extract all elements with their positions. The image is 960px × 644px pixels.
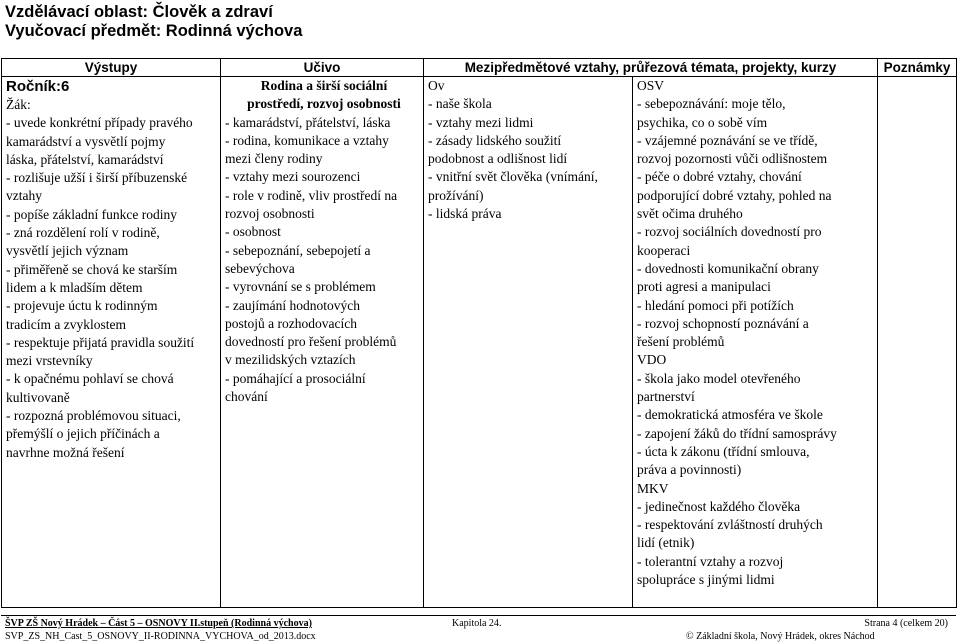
osv-line: práva a povinnosti) — [637, 462, 742, 478]
ov-line: - vztahy mezi lidmi — [428, 114, 534, 130]
ucivo-heading-2: prostředí, rozvoj osobnosti — [247, 96, 401, 112]
osv-line: - hledání pomoci při potížích — [637, 297, 794, 313]
vystupy-line: mezi vrstevníky — [6, 353, 93, 369]
vystupy-line: přemýšlí o jejich příčinách a — [6, 426, 160, 442]
ucivo-line: rozvoj osobnosti — [225, 206, 315, 222]
cell-vystupy — [2, 77, 221, 608]
vystupy-line: - zná rozdělení rolí v rodině, — [6, 225, 160, 241]
subject-title: Vyučovací předmět: Rodinná výchova — [5, 22, 303, 40]
ucivo-line: sebevýchova — [225, 260, 295, 276]
vystupy-line: - rozlišuje užší i širší příbuzenské — [6, 170, 188, 186]
ov-line: - vnitřní svět člověka (vnímání, — [428, 169, 598, 185]
subject-area-title: Vzdělávací oblast: Člověk a zdraví — [5, 3, 273, 21]
vystupy-line: tradicím a zvyklostem — [6, 316, 126, 332]
osv-line: - zapojení žáků do třídní samosprávy — [637, 425, 837, 441]
vystupy-line: láska, přátelství, kamarádství — [6, 151, 164, 167]
ucivo-line: - sebepoznání, sebepojetí a — [225, 242, 371, 258]
ucivo-list — [225, 114, 423, 407]
footer-chapter: Kapitola 24. — [452, 618, 502, 629]
osv-line: MKV — [637, 480, 669, 496]
vystupy-line: kamarádství a vysvětlí pojmy — [6, 133, 166, 149]
ov-line: prožívání) — [428, 187, 484, 203]
osv-line: OSV — [637, 78, 665, 93]
ucivo-heading-1: Rodina a širší sociální — [260, 78, 388, 93]
vystupy-line: kultivovaně — [6, 389, 70, 405]
vystupy-list — [6, 96, 220, 462]
osv-line: kooperaci — [637, 242, 691, 258]
cell-poznamky — [878, 77, 957, 608]
table-row — [2, 77, 957, 608]
ov-line: - naše škola — [428, 96, 492, 112]
ucivo-line: dovedností pro řešení problémů — [225, 334, 397, 350]
ov-line: - lidská práva — [428, 206, 502, 222]
osv-line: - rozvoj sociálních dovedností pro — [637, 224, 822, 240]
footer-copyright: © Základní škola, Nový Hrádek, okres Náchod — [686, 631, 875, 642]
header-mezipredmetove: Mezipředmětové vztahy, průřezová témata, projekty, kurzy — [424, 59, 878, 77]
ucivo-line: - osobnost — [225, 224, 281, 240]
osv-line: - sebepoznávání: moje tělo, — [637, 96, 786, 112]
vystupy-line: - k opačnému pohlaví se chová — [6, 371, 174, 387]
ucivo-line: postojů a rozhodovacích — [225, 315, 357, 331]
ov-line: - zásady lidského soužití — [428, 132, 562, 148]
cell-osv — [633, 77, 878, 608]
cell-ov — [424, 77, 633, 608]
ov-heading: Ov — [428, 78, 445, 93]
footer-page-number: Strana 4 (celkem 20) — [864, 618, 948, 629]
osv-line: VDO — [637, 352, 667, 368]
osv-line: - dovednosti komunikační obrany — [637, 260, 819, 276]
ucivo-line: - vztahy mezi sourozenci — [225, 169, 361, 185]
ucivo-line: - zaujímání hodnotových — [225, 297, 360, 313]
grade-label: Ročník:6 — [6, 78, 70, 95]
footer-document-title: ŠVP ZŠ Nový Hrádek – Část 5 – OSNOVY II.stupeň (Rodinná výchova) — [5, 618, 312, 629]
vystupy-line: - rozpozná problémovou situaci, — [6, 408, 181, 424]
footer-divider — [1, 615, 956, 616]
vystupy-line: navrhne možná řešení — [6, 444, 125, 460]
osv-line: proti agresi a manipulaci — [637, 279, 771, 295]
header-vystupy: Výstupy — [2, 59, 221, 77]
vystupy-line: vztahy — [6, 188, 42, 204]
osv-line: psychika, co o sobě vím — [637, 114, 768, 130]
vystupy-line: - popíše základní funkce rodiny — [6, 206, 177, 222]
ucivo-line: - role v rodině, vliv prostředí na — [225, 187, 398, 203]
vystupy-line: vysvětlí jejich význam — [6, 243, 129, 259]
osv-line: spolupráce s jinými lidmi — [637, 572, 775, 588]
osv-line: - škola jako model otevřeného — [637, 370, 801, 386]
header-ucivo: Učivo — [221, 59, 424, 77]
curriculum-table — [1, 58, 957, 608]
osv-line: - tolerantní vztahy a rozvoj — [637, 553, 784, 569]
ov-list — [428, 95, 632, 223]
vystupy-line: - respektuje přijatá pravidla soužití — [6, 334, 195, 350]
osv-line: - vzájemné poznávání se ve třídě, — [637, 132, 818, 148]
ucivo-line: chování — [225, 389, 268, 405]
osv-line: rozvoj pozornosti vůči odlišnostem — [637, 151, 828, 167]
ucivo-line: - rodina, komunikace a vztahy — [225, 132, 389, 148]
ucivo-line: - pomáhající a prosociální — [225, 370, 366, 386]
osv-line: - respektování zvláštností druhých — [637, 517, 823, 533]
table-header-row — [2, 59, 957, 77]
osv-list — [637, 77, 877, 589]
osv-line: podporující dobré vztahy, pohled na — [637, 187, 832, 203]
vystupy-line: - přiměřeně se chová ke starším — [6, 261, 178, 277]
ucivo-line: - kamarádství, přátelství, láska — [225, 114, 391, 130]
vystupy-line: lidem a k mladším dětem — [6, 279, 143, 295]
osv-line: - demokratická atmosféra ve škole — [637, 407, 823, 423]
osv-line: - péče o dobré vztahy, chování — [637, 169, 802, 185]
osv-line: svět očima druhého — [637, 206, 743, 222]
ucivo-line: v mezilidských vztazích — [225, 352, 356, 368]
vystupy-line: - uvede konkrétní případy pravého — [6, 115, 193, 131]
vystupy-line: - projevuje úctu k rodinným — [6, 298, 158, 314]
ucivo-line: mezi členy rodiny — [225, 151, 323, 167]
osv-line: - úcta k zákonu (třídní smlouva, — [637, 443, 810, 459]
vystupy-line: Žák: — [6, 97, 31, 112]
cell-ucivo — [221, 77, 424, 608]
osv-line: - jedinečnost každého člověka — [637, 498, 801, 514]
header-poznamky: Poznámky — [878, 59, 957, 77]
ucivo-line: - vyrovnání se s problémem — [225, 279, 376, 295]
page-title — [5, 3, 302, 41]
osv-line: - rozvoj schopností poznávání a — [637, 315, 809, 331]
osv-line: řešení problémů — [637, 334, 725, 350]
ov-line: podobnost a odlišnost lidí — [428, 151, 568, 167]
osv-line: partnerství — [637, 389, 695, 405]
footer-filename: SVP_ZS_NH_Cast_5_OSNOVY_II-RODINNA_VYCHOVA_od_2013.docx — [5, 631, 316, 642]
osv-line: lidí (etnik) — [637, 535, 695, 551]
